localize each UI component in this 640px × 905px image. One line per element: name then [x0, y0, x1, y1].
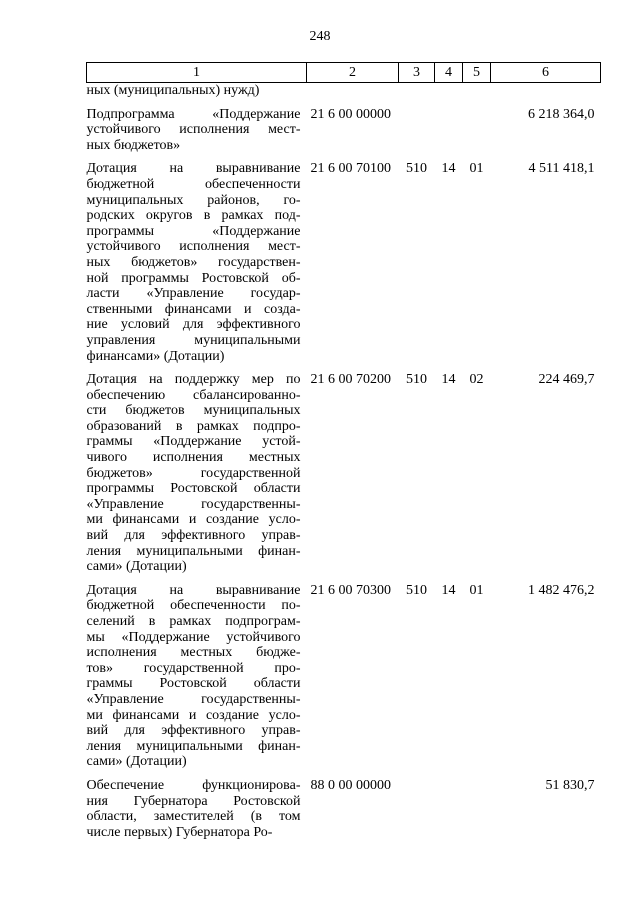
amount-value: 224 469,7 [538, 372, 595, 388]
expenditure-name [87, 107, 307, 154]
column-header: 3 [399, 63, 435, 83]
expense-type-code: 510 [406, 582, 427, 598]
name-line: бюджетов» государственной [86, 465, 301, 481]
subsection-code [463, 778, 491, 840]
column-header: 6 [491, 63, 601, 83]
name-line: родских округов в рамках под- [86, 208, 301, 224]
name-line: «Управление государственны- [86, 691, 301, 707]
name-line: граммы «Поддержание устой- [86, 434, 301, 450]
expenditure-name [87, 161, 307, 364]
subsection-code: 01 [469, 161, 484, 177]
name-line: обеспечению сбалансированно- [86, 387, 301, 403]
subsection-code: 02 [469, 372, 484, 388]
name-line: устойчивого исполнения мест- [86, 122, 301, 138]
expense-type-code: 510 [406, 161, 427, 177]
target-code: 21 6 00 00000 [310, 106, 391, 122]
expenditure-name [87, 372, 307, 575]
name-line: граммы Ростовской области [86, 676, 301, 692]
name-line: ние условий для эффективного [86, 317, 301, 333]
name-line: сами» (Дотации) [86, 754, 187, 770]
name-line: Подпрограмма «Поддержание [86, 106, 301, 122]
table-row [87, 161, 601, 364]
name-line: тов» государственной про- [86, 660, 301, 676]
name-line: программы Ростовской области [86, 481, 301, 497]
column-header: 2 [307, 63, 399, 83]
amount-value: 6 218 364,0 [528, 106, 595, 122]
page-number: 248 [309, 29, 331, 44]
target-code: 21 6 00 70300 [310, 582, 391, 598]
name-line: ных (муниципальных) нужд) [86, 83, 260, 98]
row-spacer [87, 364, 601, 372]
name-line: вий для эффективного управ- [86, 723, 301, 739]
amount-value: 4 511 418,1 [528, 161, 595, 177]
section-code: 14 [441, 372, 456, 388]
section-code: 14 [441, 582, 456, 598]
column-header: 5 [463, 63, 491, 83]
row-spacer [87, 99, 601, 107]
budget-table [86, 62, 601, 840]
name-line: сти бюджетов муниципальных [86, 403, 301, 419]
expense-type-code [399, 107, 435, 154]
name-line: ласти «Управление государ- [86, 286, 301, 302]
name-line: ми финансами и создание усло- [86, 512, 301, 528]
name-line: вий для эффективного управ- [86, 528, 301, 544]
name-line: селений в рамках подпрограм- [86, 614, 301, 629]
name-line: Дотация на выравнивание [86, 582, 301, 598]
section-code [435, 107, 463, 154]
section-code [435, 778, 463, 840]
table-header-row [87, 63, 601, 83]
target-code: 88 0 00 00000 [310, 777, 391, 793]
name-line: ной программы Ростовской об- [86, 270, 301, 286]
expense-type-code [399, 778, 435, 840]
name-line: Обеспечение функционирова- [86, 777, 301, 793]
name-line: чивого исполнения местных [86, 450, 301, 466]
name-line: исполнения местных бюдже- [86, 645, 301, 661]
name-line: ми финансами и создание усло- [86, 707, 301, 723]
name-line: области, заместителей (в том [86, 809, 301, 825]
section-code: 14 [441, 161, 456, 177]
name-line: Дотация на выравнивание [86, 161, 301, 177]
name-line: ственными финансами и созда- [86, 301, 301, 317]
table-row [87, 107, 601, 154]
amount-value: 51 830,7 [545, 777, 595, 793]
name-line: мы «Поддержание устойчивого [86, 629, 301, 645]
row-spacer [87, 770, 601, 778]
subsection-code: 01 [469, 582, 484, 598]
name-line: ления муниципальными финан- [86, 738, 301, 754]
row-spacer [87, 575, 601, 583]
table-body [87, 83, 601, 841]
expenditure-name [87, 778, 307, 840]
table-row [87, 372, 601, 575]
name-line: ления муниципальными финан- [86, 543, 301, 559]
name-line: «Управление государственны- [86, 496, 301, 512]
name-line: ных бюджетов» государствен- [86, 254, 301, 270]
name-line: бюджетной обеспеченности [86, 176, 301, 192]
name-line: Дотация на поддержку мер по [86, 372, 301, 388]
column-header: 1 [87, 63, 307, 83]
table-row [87, 583, 601, 770]
name-line: сами» (Дотации) [86, 559, 187, 575]
name-line: ных бюджетов» [86, 137, 181, 153]
name-line: финансами» (Дотации) [86, 348, 225, 364]
row-spacer [87, 153, 601, 161]
name-line: управления муниципальными [86, 332, 301, 348]
continuation-text [87, 83, 307, 99]
name-line: числе первых) Губернатора Ро- [86, 824, 273, 840]
name-line: устойчивого исполнения мест- [86, 239, 301, 255]
table-row [87, 778, 601, 840]
continuation-row [87, 83, 601, 99]
amount-value: 1 482 476,2 [528, 582, 595, 598]
column-header: 4 [435, 63, 463, 83]
name-line: бюджетной обеспеченности по- [86, 598, 301, 614]
name-line: программы «Поддержание [86, 223, 301, 239]
name-line: муниципальных районов, го- [86, 192, 301, 208]
expenditure-name [87, 583, 307, 770]
name-line: ния Губернатора Ростовской [86, 793, 301, 809]
target-code: 21 6 00 70100 [310, 161, 391, 177]
subsection-code [463, 107, 491, 154]
expense-type-code: 510 [406, 372, 427, 388]
target-code: 21 6 00 70200 [310, 372, 391, 388]
name-line: образований в рамках подпро- [86, 418, 301, 434]
